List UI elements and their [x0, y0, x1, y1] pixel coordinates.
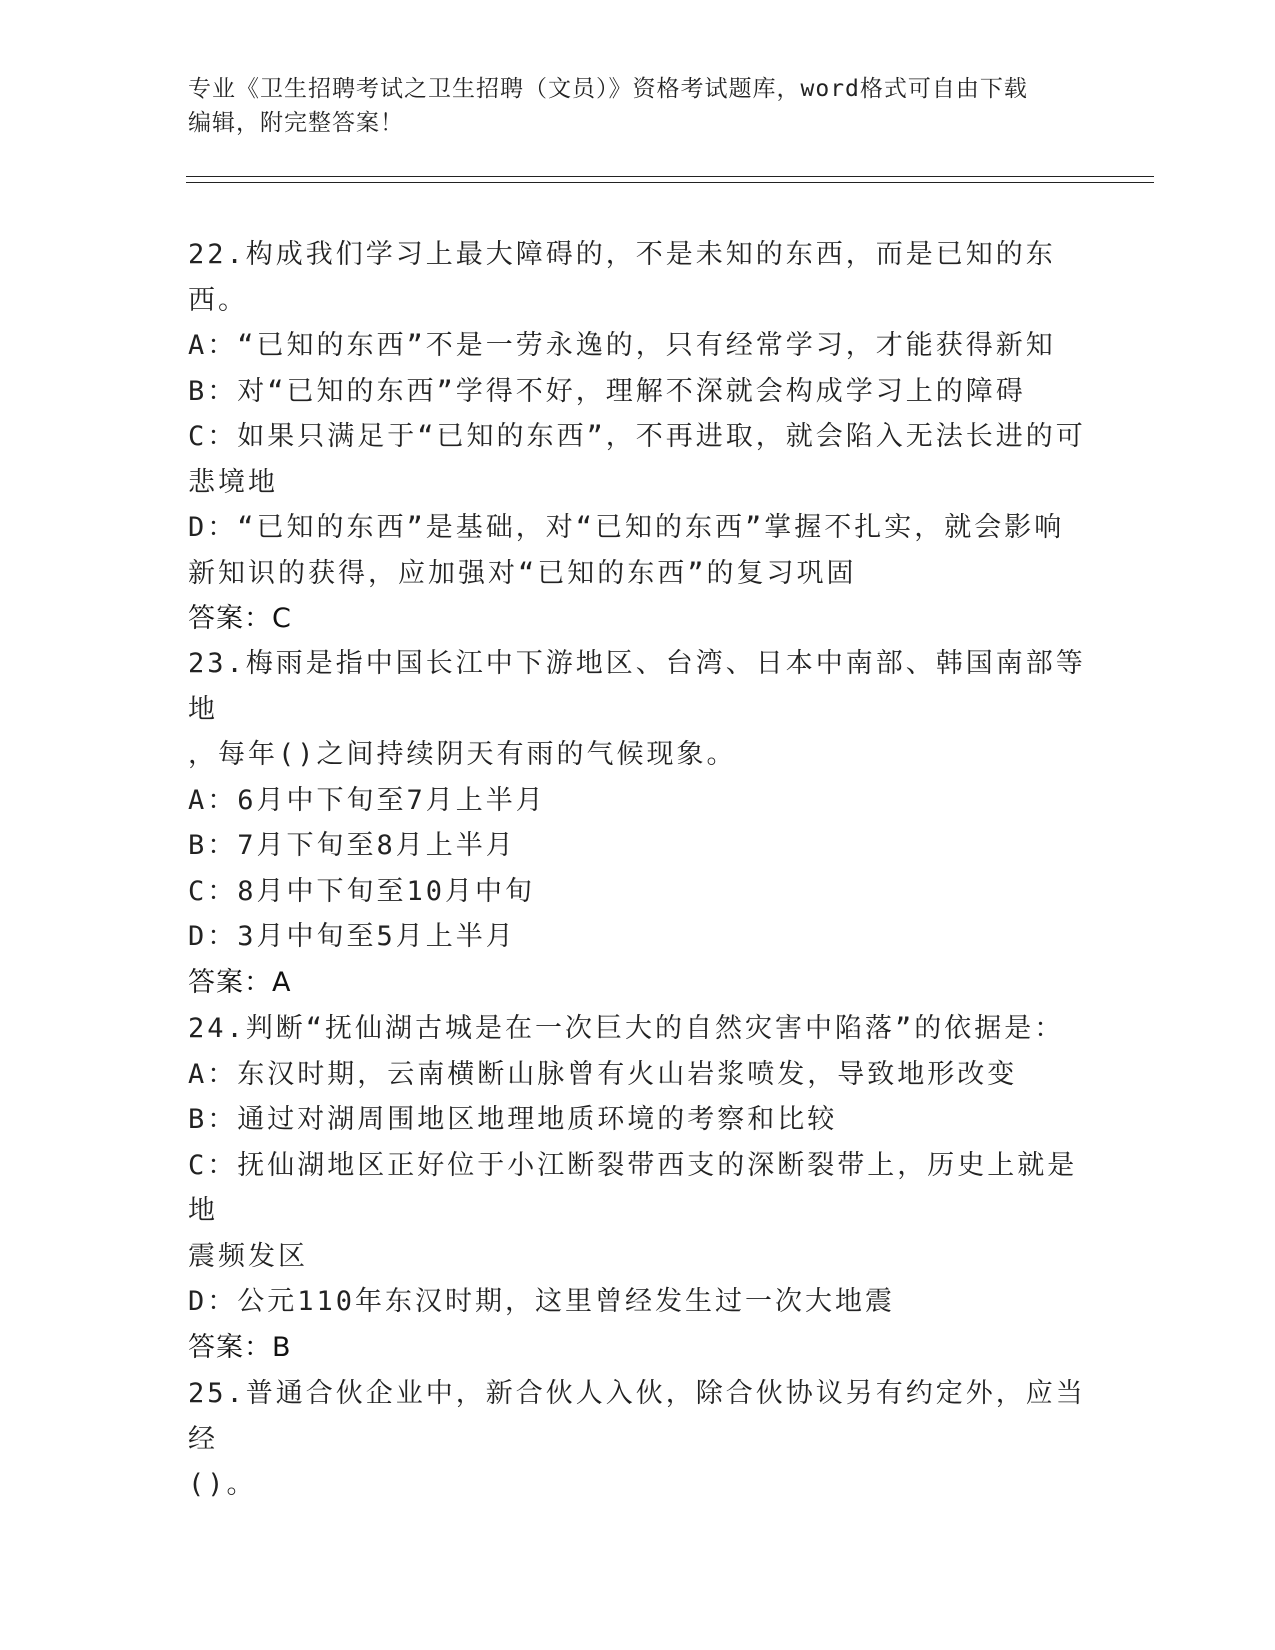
option-b: B：通过对湖周围地区地理地质环境的考察和比较: [188, 1104, 838, 1135]
option-d: D：“已知的东西”是基础，对“已知的东西”掌握不扎实，就会影响: [188, 512, 1065, 543]
question-stem: 23.梅雨是指中国长江中下游地区、台湾、日本中南部、韩国南部等地: [188, 648, 1086, 725]
question-stem: 22.构成我们学习上最大障碍的，不是未知的东西，而是已知的东西。: [188, 239, 1056, 316]
answer: 答案：C: [188, 603, 292, 634]
header-line-2: 编辑，附完整答案！: [188, 110, 404, 136]
answer: 答案：B: [188, 1331, 292, 1363]
option-c: C：8月中下旬至10月中旬: [188, 875, 536, 907]
option-d: D：3月中旬至5月上半月: [188, 921, 516, 952]
header-line-1: 专业《卫生招聘考试之卫生招聘（文员）》资格考试题库，word格式可自由下载: [188, 76, 1028, 102]
option-a: A：“已知的东西”不是一劳永逸的，只有经常学习，才能获得新知: [188, 330, 1056, 361]
document-header: [188, 72, 1088, 140]
option-b: B：对“已知的东西”学得不好，理解不深就会构成学习上的障碍: [188, 375, 1026, 407]
question-22: [188, 232, 1088, 642]
option-c-continued: 悲境地: [188, 466, 278, 498]
question-24: [188, 1006, 1088, 1370]
header-rule-bottom: [186, 182, 1154, 183]
option-c: C：抚仙湖地区正好位于小江断裂带西支的深断裂带上，历史上就是地: [188, 1149, 1078, 1226]
option-b: B：7月下旬至8月上半月: [188, 830, 516, 861]
option-d: D：公元110年东汉时期，这里曾经发生过一次大地震: [188, 1286, 896, 1317]
question-stem-continued: ，每年()之间持续阴天有雨的气候现象。: [188, 739, 737, 770]
question-23: [188, 641, 1088, 1005]
option-d-continued: 新知识的获得，应加强对“已知的东西”的复习巩固: [188, 557, 857, 589]
question-stem: 25.普通合伙企业中，新合伙人入伙，除合伙协议另有约定外，应当经: [188, 1378, 1086, 1455]
answer: 答案：A: [188, 966, 292, 998]
option-c: C：如果只满足于“已知的东西”，不再进取，就会陷入无法长进的可: [188, 421, 1086, 452]
option-c-continued: 震频发区: [188, 1240, 308, 1272]
option-a: A：6月中下旬至7月上半月: [188, 784, 546, 816]
header-rule-top: [186, 176, 1154, 177]
option-a: A：东汉时期，云南横断山脉曾有火山岩浆喷发，导致地形改变: [188, 1058, 1018, 1090]
question-25: [188, 1371, 1088, 1508]
question-stem: 24.判断“抚仙湖古城是在一次巨大的自然灾害中陷落”的依据是：: [188, 1013, 1065, 1044]
question-stem-continued: ()。: [188, 1469, 257, 1500]
